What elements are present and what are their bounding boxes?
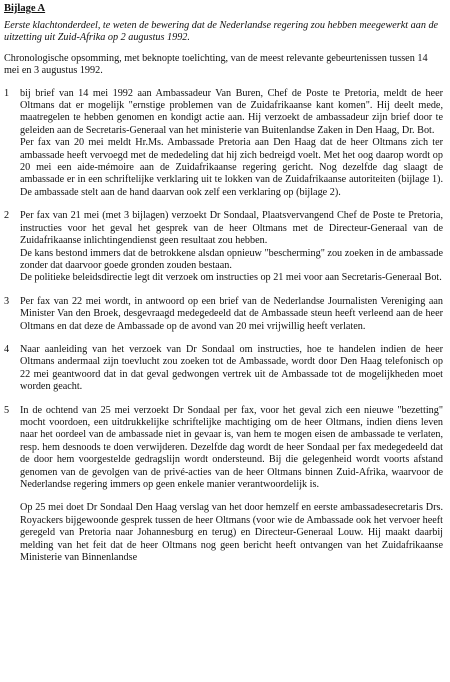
item-body <box>20 405 443 492</box>
closing-paragraph: Op 25 mei doet Dr Sondaal Den Haag verslag van het door hemzelf en eerste ambassadesecretaris Drs. Royackers bijgewoonde gesprek tussen de heer Oltmans (voor wie de Ambassade ook het vervoer heeft geregeld van Pretoria naar Johannesburg en terug) en Directeur-Generaal Louw. Hij maakt daarbij melding van het feit dat de heer Oltmans nog geen bericht heeft ontvangen van het Zuidafrikaanse Ministerie van Binnenlandse <box>20 502 443 564</box>
item-number: 4 <box>4 343 10 355</box>
item-number: 1 <box>4 87 10 99</box>
item-number: 2 <box>4 210 10 222</box>
item-body <box>20 88 443 200</box>
list-item-4 <box>4 344 443 394</box>
list-item-2 <box>4 210 443 284</box>
item-paragraph: Per fax van 20 mei meldt Hr.Ms. Ambassade Pretoria aan Den Haag dat de heer Oltmans zich ter ambassade heeft vervoegd met de mededeling dat hij zich bedreigd voelt. Met het oog daarop wordt op 20 mei een aide-mémoire aan de Zuidafrikaanse regering gericht. Nog dezelfde dag slaagt de ambassade er in een schriftelijke verklaring uit te lokken van de Zuidafrikaanse autoriteiten (bijlage 1). De ambassade stelt aan de hand daarvan ook zelf een verklaring op (bijlage 2). <box>20 137 443 198</box>
item-body <box>20 296 443 333</box>
item-paragraph: De politieke beleidsdirectie legt dit verzoek om instructies op 21 mei voor aan Secretaris-Generaal Bot. <box>20 272 442 284</box>
item-number: 3 <box>4 295 10 307</box>
complaint-subtitle: Eerste klachtonderdeel, te weten de bewering dat de Nederlandse regering zou hebben meegewerkt aan de uitzetting uit Zuid-Afrika op 2 augustus 1992. <box>4 20 439 44</box>
item-paragraph: Naar aanleiding van het verzoek van Dr Sondaal om instructies, hoe te handelen indien de heer Oltmans andermaal zijn toevlucht zou zoeken tot de Ambassade, wordt door Den Haag telefonisch op 22 mei geantwoord dat in dat geval gedwongen vertrek uit de Ambassade tot de mogelijkheden moet worden geacht. <box>20 343 443 393</box>
intro-paragraph: Chronologische opsomming, met beknopte toelichting, van de meest relevante gebeurtenissen tussen 14 mei en 3 augustus 1992. <box>4 52 428 77</box>
item-body <box>20 344 443 394</box>
item-paragraph: De kans bestond immers dat de betrokkene alsdan opnieuw "bescherming" zou zoeken in de ambassade zonder dat daarvoor goede gronden zouden bestaan. <box>20 247 443 271</box>
item-paragraph: Per fax van 22 mei wordt, in antwoord op een brief van de Nederlandse Journalisten Vereniging aan Minister Van den Broek, desgevraagd medegedeeld dat de Ambassade steun heeft verleend aan de heer Oltmans en dat deze de Ambassade op de avond van 20 mei vrijwillig heeft verlaten. <box>20 295 443 332</box>
item-paragraph: bij brief van 14 mei 1992 aan Ambassadeur Van Buren, Chef de Poste te Pretoria, meldt de heer Oltmans dat er mogelijk "ernstige problemen van de Zuidafrikaanse kant komen". Hij deelt mede, maatregelen te hebben genomen en kondigt actie aan. Hij verzoekt de ambassadeur zijn brief door te geleiden aan de Secretaris-Generaal van het ministerie van Buitenlandse Zaken in Den Haag, Dr. Bot. <box>20 87 443 136</box>
item-paragraph: Per fax van 21 mei (met 3 bijlagen) verzoekt Dr Sondaal, Plaatsvervangend Chef de Poste te Pretoria, instructies voor het geval het gesprek van de heer Oltmans met de Directeur-Generaal van de Zuidafrikaanse inlichtingendienst geen resultaat zou hebben. <box>20 210 443 247</box>
item-number: 5 <box>4 404 10 416</box>
list-item-1 <box>4 88 443 200</box>
annex-heading: Bijlage A <box>4 3 46 14</box>
list-item-3 <box>4 296 443 333</box>
list-item-5 <box>4 405 443 492</box>
item-body <box>20 210 443 284</box>
item-paragraph: In de ochtend van 25 mei verzoekt Dr Sondaal per fax, voor het geval zich een nieuwe "bezetting" mocht voordoen, een uitdrukkelijke schriftelijke machtiging om de heer Oltmans, indien diens leven naar het oordeel van de ambassade niet in gevaar is, van hem te mogen eisen de ambassade te verlaten, resp. hem desnoods te doen verwijderen. Dezelfde dag wordt de heer Sondaal per fax medegedeeld dat de door hem voorgestelde gedragslijn wordt ondersteund. Bij die gelegenheid wordt voorts afstand genomen van de gevolgen van de privé-acties van de heer Oltmans binnen Zuid-Afrika, waarvoor de Nederlandse regering immers op geen enkele manier verantwoordelijk is. <box>20 404 443 490</box>
